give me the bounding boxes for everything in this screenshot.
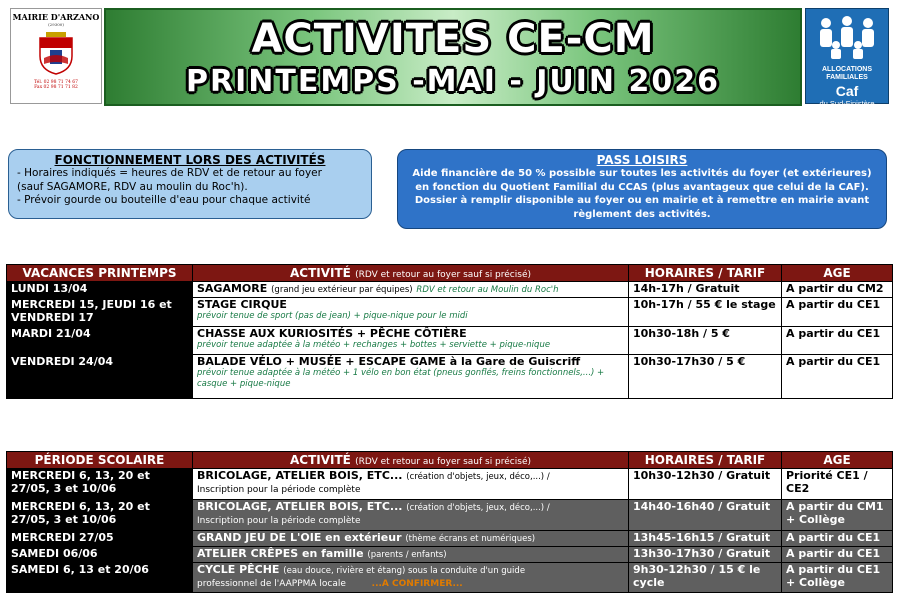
- row-date: MERCREDI 6, 13, 20 et 27/05, 3 et 10/06: [7, 500, 193, 531]
- row-hours: 10h-17h / 55 € le stage: [629, 298, 782, 327]
- activity-detail: (création d'objets, jeux, déco,...) /: [406, 472, 550, 482]
- row-age: A partir du CM2: [782, 282, 893, 298]
- row-activity: [193, 355, 629, 399]
- fonctionnement-line: - Horaires indiqués = heures de RDV et de retour au foyer: [17, 167, 322, 179]
- fonctionnement-line: (sauf SAGAMORE, RDV au moulin du Roc'h).: [17, 180, 248, 193]
- row-hours: 10h30-12h30 / Gratuit: [629, 469, 782, 500]
- activity-sub: [197, 578, 624, 590]
- row-date: MERCREDI 6, 13, 20 et 27/05, 3 et 10/06: [7, 469, 193, 500]
- col-header-activity-note: (RDV et retour au foyer sauf si précisé): [355, 457, 531, 467]
- row-hours: 10h30-17h30 / 5 €: [629, 355, 782, 399]
- scolaire-table: [6, 451, 893, 593]
- activity-title: STAGE CIRQUE: [197, 298, 287, 311]
- row-hours: 9h30-12h30 / 15 € le cycle: [629, 563, 782, 593]
- row-age: A partir du CE1: [782, 531, 893, 547]
- col-header-period: PÉRIODE SCOLAIRE: [7, 452, 193, 469]
- row-age: A partir du CE1: [782, 327, 893, 355]
- fonctionnement-title: FONCTIONNEMENT LORS DES ACTIVITÉS: [54, 153, 326, 167]
- row-date: LUNDI 13/04: [7, 282, 193, 298]
- pass-loisirs-line: en fonction du Quotient Familial du CCAS (plus avantageux que celui de la CAF).: [415, 181, 869, 193]
- activity-title: BALADE VÉLO + MUSÉE + ESCAPE GAME à la Gare de Guiscriff: [197, 355, 581, 368]
- caf-label: ALLOCATIONS FAMILIALES: [821, 66, 873, 81]
- row-hours: 14h40-16h40 / Gratuit: [629, 500, 782, 531]
- row-activity: [193, 298, 629, 327]
- pass-loisirs-line: Dossier à remplir disponible au foyer ou en mairie et à remettre en mairie avant: [414, 195, 870, 206]
- col-header-activity-note: (RDV et retour au foyer sauf si précisé): [355, 270, 531, 280]
- pass-loisirs-line: règlement des activités.: [573, 208, 711, 220]
- row-activity: [193, 531, 629, 547]
- activity-title: SAGAMORE: [197, 282, 268, 295]
- table-header-row: [7, 265, 893, 282]
- row-hours: 13h45-16h15 / Gratuit: [629, 531, 782, 547]
- table-row: [7, 500, 893, 531]
- table-row: [7, 282, 893, 298]
- activity-title: BRICOLAGE, ATELIER BOIS, ETC...: [197, 500, 403, 513]
- col-header-period: VACANCES PRINTEMPS: [7, 265, 193, 282]
- mairie-fax: Fax 02 98 71 71 82: [34, 85, 78, 90]
- col-header-hours: HORAIRES / TARIF: [629, 452, 782, 469]
- row-activity: [193, 547, 629, 563]
- activity-detail: (parents / enfants): [367, 550, 447, 560]
- table-row: [7, 298, 893, 327]
- activity-note: RDV et retour au Moulin du Roc'h: [416, 285, 559, 295]
- activity-title: BRICOLAGE, ATELIER BOIS, ETC...: [197, 469, 403, 482]
- activity-note: prévoir tenue adaptée à la météo + rechanges + bottes + serviette + pique-nique: [197, 340, 551, 350]
- row-hours: 14h-17h / Gratuit: [629, 282, 782, 298]
- mairie-logo: [10, 8, 102, 104]
- row-activity: [193, 469, 629, 500]
- table-header-row: [7, 452, 893, 469]
- row-date: MARDI 21/04: [7, 327, 193, 355]
- pass-loisirs-box: [397, 149, 887, 229]
- col-header-activity-label: ACTIVITÉ: [289, 453, 351, 467]
- pass-loisirs-title: PASS LOISIRS: [596, 153, 688, 167]
- mairie-zip: (29300): [48, 22, 64, 27]
- activity-detail: (eau douce, rivière et étang) sous la conduite d'un guide: [283, 566, 526, 576]
- caf-region: du Sud-Finistère: [819, 99, 875, 108]
- coat-of-arms-icon: [36, 30, 76, 76]
- col-header-hours: HORAIRES / TARIF: [629, 265, 782, 282]
- row-age: A partir du CM1 + Collège: [782, 500, 893, 531]
- row-date: SAMEDI 06/06: [7, 547, 193, 563]
- table-row: [7, 469, 893, 500]
- activity-sub-text: professionnel de l'AAPPMA locale: [197, 579, 346, 589]
- row-activity: [193, 327, 629, 355]
- fonctionnement-box: [8, 149, 372, 219]
- row-date: VENDREDI 24/04: [7, 355, 193, 399]
- activity-title: CYCLE PÊCHE: [197, 563, 280, 576]
- pass-loisirs-line: Aide financière de 50 % possible sur toutes les activités du foyer (et extérieures): [412, 168, 872, 179]
- page-title: ACTIVITES CE-CM: [251, 16, 655, 62]
- mairie-name: MAIRIE D'ARZANO: [12, 12, 100, 22]
- row-age: A partir du CE1: [782, 355, 893, 399]
- activity-note: prévoir tenue adaptée à la météo + 1 vélo en bon état (pneus gonflés, freins fonctionnels,...) + casque + pique-nique: [197, 368, 605, 389]
- row-date: MERCREDI 15, JEUDI 16 et VENDREDI 17: [7, 298, 193, 327]
- family-figures-icon: [812, 15, 882, 59]
- title-banner: [104, 8, 802, 106]
- activity-note: prévoir tenue de sport (pas de jean) + pique-nique pour le midi: [197, 311, 468, 321]
- row-age: A partir du CE1: [782, 298, 893, 327]
- vacances-table: [6, 264, 893, 399]
- row-date: SAMEDI 6, 13 et 20/06: [7, 563, 193, 593]
- mairie-tel: Tél. 02 98 71 74 67: [34, 80, 78, 85]
- row-age: A partir du CE1 + Collège: [782, 563, 893, 593]
- row-age: Priorité CE1 / CE2: [782, 469, 893, 500]
- col-header-age: AGE: [782, 265, 893, 282]
- table-row: [7, 355, 893, 399]
- table-row: [7, 547, 893, 563]
- table-row: [7, 531, 893, 547]
- page-subtitle: PRINTEMPS -MAI - JUIN 2026: [186, 64, 720, 99]
- activity-sub: Inscription pour la période complète: [197, 516, 361, 526]
- row-date: MERCREDI 27/05: [7, 531, 193, 547]
- row-age: A partir du CE1: [782, 547, 893, 563]
- table-row: [7, 327, 893, 355]
- activity-detail: (création d'objets, jeux, déco,...) /: [406, 503, 550, 513]
- fonctionnement-line: - Prévoir gourde ou bouteille d'eau pour chaque activité: [17, 194, 311, 206]
- row-activity: [193, 500, 629, 531]
- row-hours: 13h30-17h30 / Gratuit: [629, 547, 782, 563]
- col-header-activity: [193, 265, 629, 282]
- activity-title: GRAND JEU DE L'OIE en extérieur: [197, 531, 402, 544]
- row-hours: 10h30-18h / 5 €: [629, 327, 782, 355]
- activity-title: ATELIER CRÊPES en famille: [197, 547, 364, 560]
- activity-title: CHASSE AUX KURIOSITÉS + PÊCHE CÔTIÈRE: [197, 327, 467, 340]
- caf-logo: [805, 8, 889, 108]
- activity-sub: Inscription pour la période complète: [197, 485, 361, 495]
- col-header-activity-label: ACTIVITÉ: [289, 266, 351, 280]
- row-activity: [193, 563, 629, 593]
- col-header-activity: [193, 452, 629, 469]
- confirm-warning: ...A CONFIRMER...: [371, 579, 463, 589]
- row-activity: [193, 282, 629, 298]
- activity-detail: (thème écrans et numériques): [405, 534, 536, 544]
- caf-name: Caf: [835, 83, 859, 99]
- col-header-age: AGE: [782, 452, 893, 469]
- table-row: [7, 563, 893, 593]
- activity-detail: (grand jeu extérieur par équipes): [271, 285, 413, 295]
